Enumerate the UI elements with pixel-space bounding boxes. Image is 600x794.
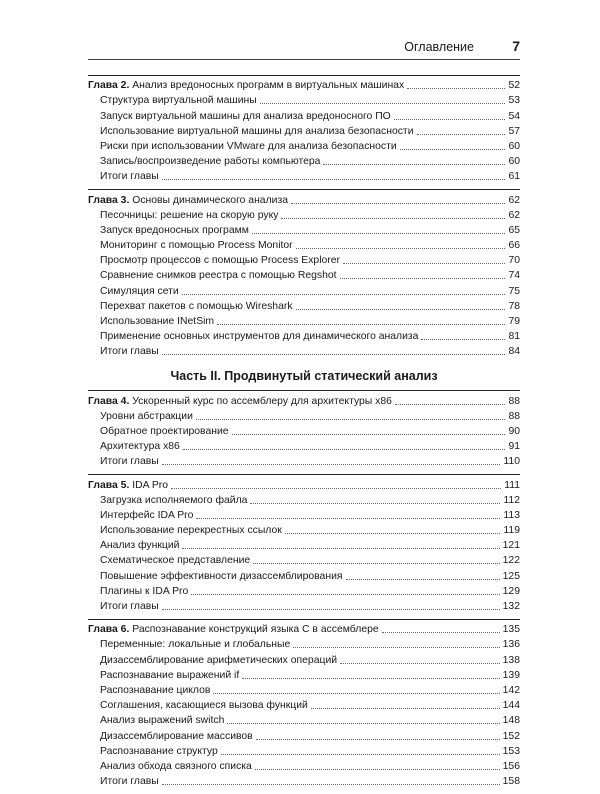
section-title: Мониторинг с помощью Process Monitor: [100, 240, 293, 252]
dot-leader: [400, 149, 506, 150]
section-entry: [88, 298, 520, 313]
section-entry: [88, 138, 520, 153]
section-page: 79: [508, 316, 520, 327]
section-title: Обратное проектирование: [100, 425, 229, 437]
section-entry: [88, 207, 520, 222]
section-entry: [88, 328, 520, 343]
dot-leader: [407, 88, 505, 89]
dot-leader: [340, 663, 500, 664]
section-page: 53: [508, 95, 520, 107]
chapter-block: [88, 75, 520, 183]
chapter-page: 88: [508, 395, 520, 407]
dot-leader: [182, 548, 499, 549]
section-title: Архитектура x86: [100, 441, 180, 453]
section-page: 54: [508, 110, 520, 122]
dot-leader: [255, 769, 500, 770]
section-title: Риски при использовании VMware для анализа безопасности: [100, 140, 397, 152]
section-entry: [88, 583, 520, 598]
section-entry: [88, 282, 520, 297]
section-entry: [88, 107, 520, 122]
section-title: Переменные: локальные и глобальные: [100, 639, 291, 651]
chapter-entry: [88, 77, 520, 92]
section-page: 136: [502, 639, 520, 651]
dot-leader: [183, 449, 506, 450]
dot-leader: [182, 294, 506, 295]
section-title: Схематическое представление: [100, 555, 251, 567]
chapter-number: Глава 6.: [88, 624, 130, 636]
chapter-page: 62: [508, 194, 520, 206]
dot-leader: [281, 218, 505, 219]
dot-leader: [196, 419, 506, 420]
section-entry: [88, 727, 520, 742]
table-of-contents: [88, 75, 520, 794]
section-entry: [88, 636, 520, 651]
dot-leader: [162, 179, 506, 180]
dot-leader: [221, 754, 500, 755]
section-title: Итоги главы: [100, 171, 159, 183]
section-title: Запись/воспроизведение работы компьютера: [100, 156, 321, 168]
section-title: Просмотр процессов с помощью Process Explorer: [100, 255, 340, 267]
chapter-label: [88, 194, 288, 207]
dot-leader: [162, 354, 506, 355]
chapter-title: Основы динамического анализа: [132, 194, 288, 206]
section-title: Анализ выражений switch: [100, 715, 225, 727]
chapter-number: Глава 2.: [88, 80, 130, 92]
dot-leader: [382, 632, 500, 633]
section-entry: [88, 168, 520, 183]
dot-leader: [191, 594, 499, 595]
section-entry: [88, 492, 520, 507]
section-title: Дизассемблирование арифметических операций: [100, 654, 338, 666]
section-page: 158: [502, 776, 520, 788]
dot-leader: [227, 723, 499, 724]
dot-leader: [171, 488, 501, 489]
chapter-title: Ускоренный курс по ассемблеру для архитектуры x86: [132, 395, 392, 407]
section-entry: [88, 552, 520, 567]
section-page: 78: [508, 300, 520, 312]
chapter-page: 111: [504, 479, 520, 491]
chapter-label: [88, 79, 404, 92]
section-entry: [88, 267, 520, 282]
chapter-title: Распознавание конструкций языка C в ассемблере: [132, 624, 379, 636]
dot-leader: [232, 434, 506, 435]
chapter-number: Глава 3.: [88, 194, 130, 206]
chapter-page: 52: [508, 80, 520, 92]
section-title: Интерфейс IDA Pro: [100, 509, 194, 521]
dot-leader: [291, 203, 505, 204]
section-title: Запуск вредоносных программ: [100, 224, 249, 236]
section-entry: [88, 758, 520, 773]
chapter-block: [88, 390, 520, 468]
chapter-entry: [88, 392, 520, 407]
header-title: Оглавление: [404, 40, 474, 54]
section-page: 91: [508, 441, 520, 453]
section-entry: [88, 743, 520, 758]
section-title: Песочницы: решение на скорую руку: [100, 209, 279, 221]
dot-leader: [311, 708, 500, 709]
dot-leader: [162, 784, 500, 785]
section-entry: [88, 252, 520, 267]
dot-leader: [213, 693, 499, 694]
section-page: 144: [502, 700, 520, 712]
section-title: Использование INetSim: [100, 316, 215, 327]
section-title: Соглашения, касающиеся вызова функций: [100, 700, 308, 712]
section-page: 113: [503, 509, 520, 521]
section-title: Итоги главы: [100, 776, 159, 788]
section-title: Анализ обхода связного списка: [100, 760, 252, 772]
chapter-title: IDA Pro: [132, 479, 169, 491]
chapter-label: [88, 479, 168, 492]
section-page: 110: [503, 456, 520, 468]
dot-leader: [293, 647, 499, 648]
dot-leader: [421, 339, 505, 340]
section-entry: [88, 667, 520, 682]
section-entry: [88, 712, 520, 727]
section-entry: [88, 522, 520, 537]
section-entry: [88, 567, 520, 582]
dot-leader: [162, 464, 501, 465]
section-entry: [88, 697, 520, 712]
chapter-label: [88, 395, 392, 408]
chapter-number: Глава 5.: [88, 479, 130, 491]
dot-leader: [296, 309, 506, 310]
section-title: Плагины к IDA Pro: [100, 585, 189, 597]
section-page: 84: [508, 346, 520, 358]
section-title: Итоги главы: [100, 601, 159, 612]
section-title: Итоги главы: [100, 346, 159, 358]
dot-leader: [260, 103, 506, 104]
section-page: 142: [502, 684, 520, 696]
section-page: 138: [502, 654, 520, 666]
dot-leader: [417, 134, 506, 135]
section-title: Использование перекрестных ссылок: [100, 525, 282, 537]
section-page: 119: [503, 525, 520, 537]
section-page: 148: [502, 715, 520, 727]
section-page: 122: [502, 555, 520, 567]
page-number: 7: [512, 38, 520, 54]
section-entry: [88, 773, 520, 788]
chapter-label: [88, 623, 379, 636]
section-title: Анализ функций: [100, 540, 180, 552]
dot-leader: [196, 518, 500, 519]
section-entry: [88, 222, 520, 237]
section-entry: [88, 343, 520, 358]
section-entry: [88, 682, 520, 697]
section-title: Распознавание выражений if: [100, 669, 240, 681]
section-page: 125: [502, 570, 520, 582]
section-page: 75: [508, 285, 520, 297]
dot-leader: [256, 739, 500, 740]
dot-leader: [253, 563, 499, 564]
section-page: 60: [508, 140, 520, 152]
section-title: Итоги главы: [100, 456, 159, 468]
chapter-entry: [88, 191, 520, 206]
dot-leader: [242, 678, 499, 679]
section-entry: [88, 651, 520, 666]
header-divider: [88, 59, 520, 60]
section-page: 121: [502, 540, 520, 552]
section-entry: [88, 123, 520, 138]
section-entry: [88, 408, 520, 423]
dot-leader: [296, 248, 506, 249]
chapter-title: Анализ вредоносных программ в виртуальных машинах: [132, 80, 405, 92]
dot-leader: [162, 609, 500, 610]
section-entry: [88, 438, 520, 453]
section-title: Структура виртуальной машины: [100, 95, 257, 107]
section-page: 66: [508, 240, 520, 252]
dot-leader: [340, 278, 506, 279]
section-entry: [88, 453, 520, 468]
section-title: Загрузка исполняемого файла: [100, 494, 248, 506]
dot-leader: [346, 579, 500, 580]
section-entry: [88, 237, 520, 252]
section-entry: [88, 423, 520, 438]
section-title: Использование виртуальной машины для анализа безопасности: [100, 125, 414, 137]
section-page: 62: [508, 209, 520, 221]
section-title: Распознавание структур: [100, 745, 218, 757]
part-heading: Часть II. Продвинутый статический анализ: [170, 369, 438, 384]
section-page: 81: [508, 331, 520, 343]
section-page: 112: [503, 494, 520, 506]
section-page: 90: [508, 425, 520, 437]
section-title: Запуск виртуальной машины для анализа вредоносного ПО: [100, 110, 391, 122]
section-entry: [88, 537, 520, 552]
section-title: Дизассемблирование массивов: [100, 730, 253, 742]
dot-leader: [285, 533, 501, 534]
chapter-block: [88, 189, 520, 358]
section-title: Перехват пакетов с помощью Wireshark: [100, 300, 293, 312]
section-page: 74: [508, 270, 520, 282]
dot-leader: [394, 119, 506, 120]
section-title: Применение основных инструментов для динамического анализа: [100, 331, 419, 343]
dot-leader: [323, 164, 505, 165]
dot-leader: [250, 503, 500, 504]
dot-leader: [252, 233, 506, 234]
section-page: 156: [502, 760, 520, 772]
running-header: [88, 38, 520, 60]
section-title: Распознавание циклов: [100, 684, 211, 696]
dot-leader: [217, 324, 505, 325]
section-entry: [88, 598, 520, 613]
section-entry: [88, 507, 520, 522]
section-page: 61: [508, 171, 520, 183]
chapter-page: 135: [502, 624, 520, 636]
dot-leader: [395, 404, 506, 405]
section-page: 152: [502, 730, 520, 742]
section-title: Уровни абстракции: [100, 410, 193, 422]
chapter-block: [88, 474, 520, 613]
section-entry: [88, 313, 520, 328]
chapter-entry: [88, 621, 520, 636]
section-entry: [88, 92, 520, 107]
chapter-block: [88, 619, 520, 788]
section-page: 139: [502, 669, 520, 681]
section-page: 88: [508, 410, 520, 422]
section-page: 132: [502, 601, 520, 612]
section-page: 153: [502, 745, 520, 757]
dot-leader: [343, 263, 505, 264]
chapter-number: Глава 4.: [88, 395, 130, 407]
section-entry: [88, 153, 520, 168]
section-page: 60: [508, 156, 520, 168]
section-title: Симуляция сети: [100, 285, 179, 297]
section-page: 57: [508, 125, 520, 137]
section-title: Повышение эффективности дизассемблирования: [100, 570, 343, 582]
section-page: 70: [508, 255, 520, 267]
section-page: 65: [508, 224, 520, 236]
section-page: 129: [502, 585, 520, 597]
section-title: Сравнение снимков реестра с помощью Regshot: [100, 270, 337, 282]
chapter-entry: [88, 476, 520, 491]
